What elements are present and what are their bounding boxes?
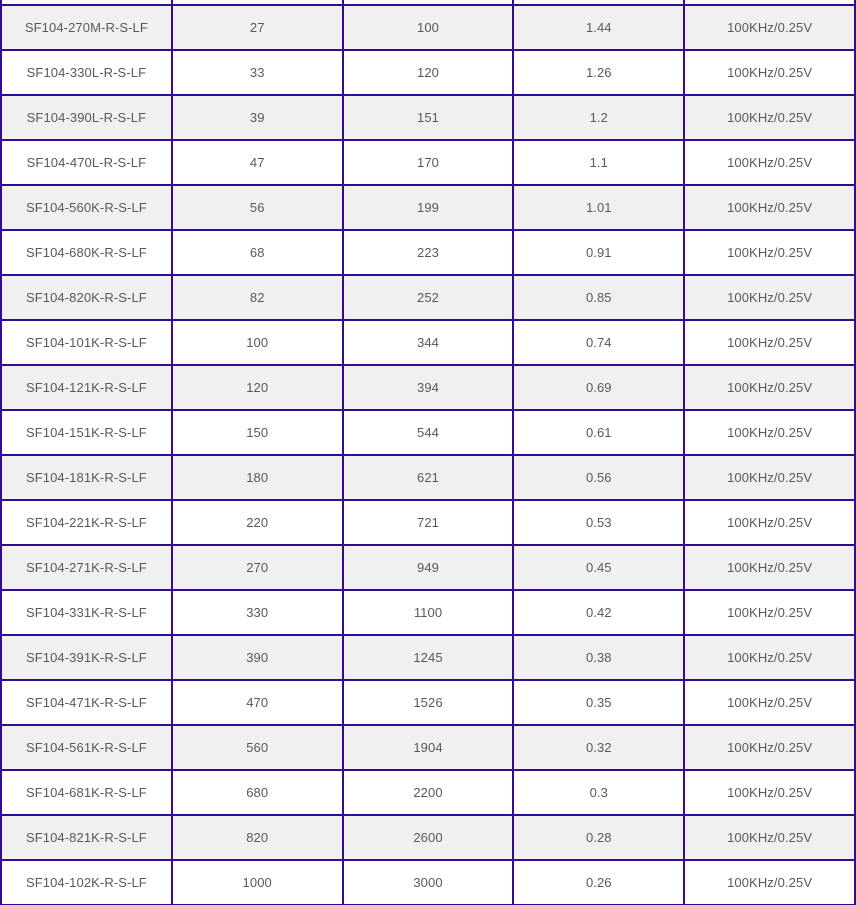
table-cell: 721 [343,500,514,545]
table-cell: 0.38 [513,635,684,680]
table-cell: 330 [172,590,343,635]
table-cell: 0.61 [513,410,684,455]
part-number-cell: SF104-471K-R-S-LF [1,680,172,725]
table-cell: 3000 [343,860,514,905]
table-cell: 621 [343,455,514,500]
table-cell: 820 [172,815,343,860]
table-cell: 33 [172,50,343,95]
table-cell: 0.56 [513,455,684,500]
table-cell: 0.26 [513,860,684,905]
table-row [1,230,855,275]
table-cell: 544 [343,410,514,455]
table-row [1,5,855,50]
part-number-cell: SF104-390L-R-S-LF [1,95,172,140]
table-cell: 150 [172,410,343,455]
table-row [1,545,855,590]
table-cell: 151 [343,95,514,140]
table-cell: 100KHz/0.25V [684,500,855,545]
table-cell: 39 [172,95,343,140]
part-number-cell: SF104-121K-R-S-LF [1,365,172,410]
table-row [1,770,855,815]
table-cell: 47 [172,140,343,185]
table-row [1,455,855,500]
table-row [1,635,855,680]
table-cell: 2200 [343,770,514,815]
table-cell: 0.3 [513,770,684,815]
table-cell: 344 [343,320,514,365]
table-cell: 100KHz/0.25V [684,275,855,320]
table-cell: 1000 [172,860,343,905]
table-body [1,0,855,905]
table-cell: 0.28 [513,815,684,860]
table-cell: 100 [172,320,343,365]
part-number-cell: SF104-271K-R-S-LF [1,545,172,590]
table-row [1,95,855,140]
table-row [1,275,855,320]
table-row [1,185,855,230]
table-cell: 252 [343,275,514,320]
table-cell: 470 [172,680,343,725]
table-cell: 0.74 [513,320,684,365]
table-cell: 68 [172,230,343,275]
table-cell: 1904 [343,725,514,770]
part-number-cell: SF104-270M-R-S-LF [1,5,172,50]
table-cell: 170 [343,140,514,185]
table-row [1,365,855,410]
table-cell: 100KHz/0.25V [684,860,855,905]
table-cell: 1526 [343,680,514,725]
table-row [1,50,855,95]
table-cell: 100KHz/0.25V [684,725,855,770]
table-row [1,680,855,725]
part-number-cell: SF104-101K-R-S-LF [1,320,172,365]
table-row [1,500,855,545]
table-cell: 100KHz/0.25V [684,680,855,725]
table-cell: 180 [172,455,343,500]
table-cell: 2600 [343,815,514,860]
part-number-cell: SF104-391K-R-S-LF [1,635,172,680]
table-row [1,725,855,770]
table-cell: 0.91 [513,230,684,275]
table-cell: 100KHz/0.25V [684,185,855,230]
table-row [1,140,855,185]
table-cell: 0.85 [513,275,684,320]
table-cell: 100KHz/0.25V [684,5,855,50]
part-number-cell: SF104-681K-R-S-LF [1,770,172,815]
table-cell: 394 [343,365,514,410]
table-cell: 0.45 [513,545,684,590]
table-cell: 100KHz/0.25V [684,455,855,500]
table-cell: 199 [343,185,514,230]
part-number-cell: SF104-181K-R-S-LF [1,455,172,500]
part-number-cell: SF104-470L-R-S-LF [1,140,172,185]
part-number-cell: SF104-820K-R-S-LF [1,275,172,320]
table-cell: 560 [172,725,343,770]
table-cell: 120 [172,365,343,410]
table-cell: 100 [343,5,514,50]
table-cell: 120 [343,50,514,95]
table-cell: 100KHz/0.25V [684,140,855,185]
table-cell: 0.53 [513,500,684,545]
part-number-cell: SF104-561K-R-S-LF [1,725,172,770]
table-cell: 27 [172,5,343,50]
table-cell: 100KHz/0.25V [684,635,855,680]
part-number-cell: SF104-821K-R-S-LF [1,815,172,860]
table-cell: 0.42 [513,590,684,635]
table-cell: 390 [172,635,343,680]
table-cell: 680 [172,770,343,815]
table-cell: 100KHz/0.25V [684,95,855,140]
table-row [1,860,855,905]
table-cell: 100KHz/0.25V [684,50,855,95]
table-row [1,815,855,860]
part-number-cell: SF104-680K-R-S-LF [1,230,172,275]
part-number-cell: SF104-560K-R-S-LF [1,185,172,230]
table-row [1,590,855,635]
table-row [1,320,855,365]
table-cell: 270 [172,545,343,590]
table-cell: 223 [343,230,514,275]
table-cell: 82 [172,275,343,320]
part-number-cell: SF104-151K-R-S-LF [1,410,172,455]
table-cell: 949 [343,545,514,590]
table-row [1,410,855,455]
part-number-cell: SF104-330L-R-S-LF [1,50,172,95]
part-number-cell: SF104-221K-R-S-LF [1,500,172,545]
table-cell: 1.44 [513,5,684,50]
table-cell: 100KHz/0.25V [684,590,855,635]
table-cell: 0.32 [513,725,684,770]
table-cell: 1100 [343,590,514,635]
table-cell: 0.69 [513,365,684,410]
table-cell: 56 [172,185,343,230]
part-number-cell: SF104-331K-R-S-LF [1,590,172,635]
table-cell: 100KHz/0.25V [684,230,855,275]
table-cell: 1.26 [513,50,684,95]
table-cell: 100KHz/0.25V [684,770,855,815]
table-cell: 0.35 [513,680,684,725]
table-cell: 100KHz/0.25V [684,410,855,455]
table-cell: 100KHz/0.25V [684,365,855,410]
table-cell: 1.2 [513,95,684,140]
table-cell: 1.1 [513,140,684,185]
table-cell: 100KHz/0.25V [684,815,855,860]
table-cell: 1245 [343,635,514,680]
table-cell: 100KHz/0.25V [684,320,855,365]
table-cell: 100KHz/0.25V [684,545,855,590]
table-cell: 220 [172,500,343,545]
table-cell: 1.01 [513,185,684,230]
part-number-cell: SF104-102K-R-S-LF [1,860,172,905]
